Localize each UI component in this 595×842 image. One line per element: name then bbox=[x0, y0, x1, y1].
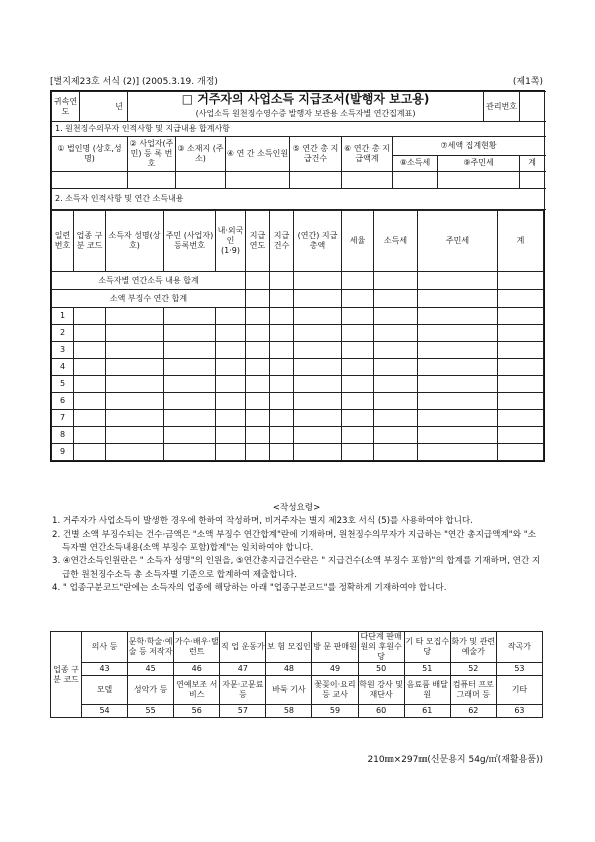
industry-name: 의사 등 bbox=[82, 632, 128, 663]
row-cell[interactable] bbox=[164, 359, 216, 376]
row-number: 6 bbox=[52, 393, 74, 410]
row-cell[interactable] bbox=[246, 359, 270, 376]
col-annual-people: ④ 연 간 소득인원 bbox=[226, 137, 290, 172]
main-form bbox=[50, 90, 545, 462]
col-total: 계 bbox=[498, 211, 544, 272]
row-cell[interactable] bbox=[74, 359, 106, 376]
row-cell[interactable] bbox=[294, 427, 342, 444]
sum-annual-cell[interactable] bbox=[294, 272, 342, 290]
industry-name: 학원 강사 및 재단사 bbox=[358, 676, 404, 705]
row-cell[interactable] bbox=[418, 444, 498, 461]
table-row bbox=[52, 410, 544, 427]
row-cell[interactable] bbox=[106, 308, 164, 325]
row-cell[interactable] bbox=[498, 444, 544, 461]
sum-annual-cell[interactable] bbox=[498, 272, 544, 290]
sum-annual-cell[interactable] bbox=[374, 272, 418, 290]
row-cell[interactable] bbox=[374, 359, 418, 376]
row-cell[interactable] bbox=[294, 444, 342, 461]
industry-code: 51 bbox=[404, 663, 450, 676]
row-cell[interactable] bbox=[374, 444, 418, 461]
col-tax-total: 계 bbox=[520, 155, 545, 171]
industry-name: 기 타 모집수당 bbox=[404, 632, 450, 663]
row-cell[interactable] bbox=[294, 342, 342, 359]
row-cell[interactable] bbox=[498, 393, 544, 410]
row-cell[interactable] bbox=[498, 427, 544, 444]
col-company-name: ① 법인명 (상호,성명) bbox=[52, 137, 128, 172]
row-cell[interactable] bbox=[342, 444, 374, 461]
row-cell[interactable] bbox=[106, 376, 164, 393]
row-cell[interactable] bbox=[498, 410, 544, 427]
industry-name: 컴퓨터 프로그래머 등 bbox=[450, 676, 496, 705]
industry-name: 모델 bbox=[82, 676, 128, 705]
industry-code: 50 bbox=[358, 663, 404, 676]
row-cell[interactable] bbox=[342, 427, 374, 444]
col-serial: 일련번호 bbox=[52, 211, 74, 272]
col-resident-tax: 주민세 bbox=[418, 211, 498, 272]
row-cell[interactable] bbox=[270, 342, 294, 359]
industry-name: 방 문 판매원 bbox=[312, 632, 358, 663]
row-cell[interactable] bbox=[216, 325, 246, 342]
industry-name: 문학·학술·예술 등 저작자 bbox=[128, 632, 174, 663]
industry-name: 보 험 모집인 bbox=[266, 632, 312, 663]
industry-name: 다단계 판매원의 후원수당 bbox=[358, 632, 404, 663]
sum-small-cell[interactable] bbox=[418, 290, 498, 308]
section2-title: 2. 소득자 인적사항 및 연간 소득내용 bbox=[52, 189, 545, 210]
industry-code: 62 bbox=[450, 705, 496, 718]
row-number: 3 bbox=[52, 342, 74, 359]
col-pay-count: 지급 건수 bbox=[270, 211, 294, 272]
manage-number-field[interactable] bbox=[520, 92, 545, 122]
table-row bbox=[52, 342, 544, 359]
industry-code: 54 bbox=[82, 705, 128, 718]
industry-name: 연예보조 서비스 bbox=[174, 676, 220, 705]
field-annual-total[interactable] bbox=[342, 172, 393, 189]
col-tax-summary: ⑦세액 집계현황 bbox=[393, 137, 545, 156]
industry-code: 53 bbox=[496, 663, 542, 676]
instruction-item: 2. 건별 소액 부징수되는 건수·금액은 "소액 부징수 연간합계"란에 기재하며, 원천징수의무자가 지급하는 "연간 총지급액계"와 "소득자별 연간소득내용(소액 부징수 포함)합계"는 일치하여야 합니다. bbox=[52, 529, 537, 553]
row-number: 7 bbox=[52, 410, 74, 427]
col-industry-code: 업종 구분 코드 bbox=[74, 211, 106, 272]
row-cell[interactable] bbox=[342, 308, 374, 325]
instructions bbox=[50, 502, 543, 595]
row-cell[interactable] bbox=[270, 308, 294, 325]
field-address[interactable] bbox=[176, 172, 226, 189]
industry-code: 55 bbox=[128, 705, 174, 718]
row-cell[interactable] bbox=[216, 359, 246, 376]
row-cell[interactable] bbox=[342, 325, 374, 342]
row-cell[interactable] bbox=[418, 376, 498, 393]
row-cell[interactable] bbox=[106, 427, 164, 444]
col-resident-tax: ⑨주민세 bbox=[438, 155, 520, 171]
row-cell[interactable] bbox=[270, 359, 294, 376]
section1-title: 1. 원천징수의무자 인적사항 및 지급내용 합계사항 bbox=[52, 122, 545, 137]
row-cell[interactable] bbox=[246, 325, 270, 342]
row-cell[interactable] bbox=[270, 325, 294, 342]
instruction-item: 1. 거주자가 사업소득이 발생한 경우에 한하여 작성하며, 비거주자는 별지 제23호 서식 (5)를 사용하여야 합니다. bbox=[52, 516, 473, 527]
industry-name: 꽃꽂이·요리 등 교사 bbox=[312, 676, 358, 705]
row-cell[interactable] bbox=[270, 444, 294, 461]
row-cell[interactable] bbox=[246, 376, 270, 393]
earner-rows bbox=[52, 308, 544, 461]
instruction-item: 3. ④연간소득인원란은 " 소득자 성명"의 인원을, ⑤연간총지급건수란은 " 지급건수(소액 부징수 포함)"의 합계를 기재하며, 연간 지급한 원천징수소득 총 소득자별 기준으로 합계하여 제출합니다. bbox=[52, 556, 541, 580]
row-cell[interactable] bbox=[418, 342, 498, 359]
industry-name: 기타 bbox=[496, 676, 542, 705]
table-row bbox=[52, 427, 544, 444]
row-cell[interactable] bbox=[74, 444, 106, 461]
col-earner-name: 소득자 성명(상호) bbox=[106, 211, 164, 272]
row-cell[interactable] bbox=[106, 325, 164, 342]
row-cell[interactable] bbox=[106, 342, 164, 359]
industry-code: 56 bbox=[174, 705, 220, 718]
industry-name: 성악가 등 bbox=[128, 676, 174, 705]
row-cell[interactable] bbox=[418, 410, 498, 427]
sum-annual-cell[interactable] bbox=[418, 272, 498, 290]
field-tax-total[interactable] bbox=[520, 172, 545, 189]
row-cell[interactable] bbox=[164, 427, 216, 444]
industry-name: 자문·고문료 등 bbox=[220, 676, 266, 705]
industry-code: 47 bbox=[220, 663, 266, 676]
form-title: □ 거주자의 사업소득 지급조서(발행자 보고용) bbox=[128, 92, 484, 108]
row-cell[interactable] bbox=[374, 308, 418, 325]
row-cell[interactable] bbox=[342, 359, 374, 376]
row-number: 1 bbox=[52, 308, 74, 325]
field-annual-count[interactable] bbox=[290, 172, 342, 189]
industry-code: 52 bbox=[450, 663, 496, 676]
col-address: ③ 소재지 (주 소) bbox=[176, 137, 226, 172]
row-cell[interactable] bbox=[498, 359, 544, 376]
row-cell[interactable] bbox=[270, 410, 294, 427]
industry-code: 57 bbox=[220, 705, 266, 718]
sum-annual-cell[interactable] bbox=[342, 272, 374, 290]
instructions-title: <작성요령> bbox=[272, 503, 321, 513]
field-income-tax[interactable] bbox=[393, 172, 438, 189]
table-row bbox=[52, 393, 544, 410]
industry-code-table bbox=[50, 631, 543, 718]
industry-code: 48 bbox=[266, 663, 312, 676]
row-cell[interactable] bbox=[498, 342, 544, 359]
industry-code: 61 bbox=[404, 705, 450, 718]
table-row bbox=[52, 444, 544, 461]
row-cell[interactable] bbox=[216, 393, 246, 410]
row-cell[interactable] bbox=[374, 410, 418, 427]
field-business-number[interactable] bbox=[128, 172, 176, 189]
row-cell[interactable] bbox=[418, 427, 498, 444]
industry-name: 화가 및 관련 예술가 bbox=[450, 632, 496, 663]
industry-name: 가수·배우·탤런트 bbox=[174, 632, 220, 663]
instruction-item: 4. " 업종구분코드"란에는 소득자의 업종에 해당하는 아래 "업종구분코드"를 정확하게 기재하여야 합니다. bbox=[52, 582, 447, 593]
table-row bbox=[52, 325, 544, 342]
row-cell[interactable] bbox=[294, 393, 342, 410]
year-field[interactable]: 년 bbox=[80, 92, 128, 122]
col-annual-total: ⑥ 연간 총 지급액계 bbox=[342, 137, 393, 172]
row-cell[interactable] bbox=[74, 308, 106, 325]
col-income-tax: ⑧소득세 bbox=[393, 155, 438, 171]
row-cell[interactable] bbox=[270, 393, 294, 410]
row-cell[interactable] bbox=[498, 308, 544, 325]
industry-code: 59 bbox=[312, 705, 358, 718]
industry-name: 직 업 운동가 bbox=[220, 632, 266, 663]
col-tax-rate: 세율 bbox=[342, 211, 374, 272]
sum-small-cell[interactable] bbox=[270, 290, 294, 308]
row-cell[interactable] bbox=[294, 308, 342, 325]
row-cell[interactable] bbox=[216, 308, 246, 325]
row-cell[interactable] bbox=[74, 376, 106, 393]
row-cell[interactable] bbox=[164, 393, 216, 410]
row-cell[interactable] bbox=[294, 325, 342, 342]
row-cell[interactable] bbox=[418, 308, 498, 325]
row-number: 2 bbox=[52, 325, 74, 342]
row-cell[interactable] bbox=[74, 410, 106, 427]
row-cell[interactable] bbox=[106, 359, 164, 376]
table-row bbox=[52, 308, 544, 325]
row-cell[interactable] bbox=[294, 410, 342, 427]
industry-code: 46 bbox=[174, 663, 220, 676]
col-nationality: 내·외국인 (1·9) bbox=[216, 211, 246, 272]
row-cell[interactable] bbox=[164, 325, 216, 342]
row-cell[interactable] bbox=[270, 427, 294, 444]
row-cell[interactable] bbox=[164, 444, 216, 461]
row-cell[interactable] bbox=[246, 308, 270, 325]
row-cell[interactable] bbox=[216, 444, 246, 461]
page-label: (제1쪽) bbox=[512, 77, 543, 87]
sum-annual-cell[interactable] bbox=[270, 272, 294, 290]
industry-name: 음료품 배달원 bbox=[404, 676, 450, 705]
income-table bbox=[51, 210, 544, 461]
col-income-tax: 소득세 bbox=[374, 211, 418, 272]
row-cell[interactable] bbox=[216, 410, 246, 427]
row-cell[interactable] bbox=[498, 376, 544, 393]
row-number: 8 bbox=[52, 427, 74, 444]
sum-annual-cell[interactable] bbox=[246, 272, 270, 290]
row-cell[interactable] bbox=[498, 325, 544, 342]
row-cell[interactable] bbox=[164, 308, 216, 325]
row-cell[interactable] bbox=[418, 393, 498, 410]
sum-annual-label: 소득자별 연간소득 내용 합계 bbox=[52, 272, 246, 290]
row-cell[interactable] bbox=[106, 393, 164, 410]
form-subtitle: (사업소득 원천징수영수증 발행자 보관용 소득자별 연간집계표) bbox=[128, 107, 484, 122]
table-row bbox=[52, 376, 544, 393]
row-cell[interactable] bbox=[342, 376, 374, 393]
sum-small-cell[interactable] bbox=[246, 290, 270, 308]
sum-small-cell[interactable] bbox=[294, 290, 342, 308]
sum-small-label: 소액 부징수 연간 합계 bbox=[52, 290, 246, 308]
row-cell[interactable] bbox=[246, 444, 270, 461]
row-cell[interactable] bbox=[246, 410, 270, 427]
row-cell[interactable] bbox=[374, 393, 418, 410]
row-cell[interactable] bbox=[216, 376, 246, 393]
row-cell[interactable] bbox=[106, 444, 164, 461]
row-cell[interactable] bbox=[246, 427, 270, 444]
row-cell[interactable] bbox=[216, 427, 246, 444]
year-label: 귀속연도 bbox=[52, 92, 80, 122]
paper-spec: 210㎜×297㎜(신문용지 54g/㎡(재활용품)) bbox=[367, 755, 543, 765]
row-number: 9 bbox=[52, 444, 74, 461]
col-annual-count: ⑤ 연간 총 지급건수 bbox=[290, 137, 342, 172]
row-cell[interactable] bbox=[106, 410, 164, 427]
row-cell[interactable] bbox=[342, 393, 374, 410]
field-resident-tax[interactable] bbox=[438, 172, 520, 189]
row-cell[interactable] bbox=[74, 325, 106, 342]
col-pay-year: 지급 연도 bbox=[246, 211, 270, 272]
col-registration-number: 주민 (사업자) 등록번호 bbox=[164, 211, 216, 272]
col-business-number: ② 사업자(주 민) 등 록 번 호 bbox=[128, 137, 176, 172]
row-number: 5 bbox=[52, 376, 74, 393]
sum-small-cell[interactable] bbox=[498, 290, 544, 308]
row-cell[interactable] bbox=[164, 410, 216, 427]
row-number: 4 bbox=[52, 359, 74, 376]
industry-name: 바둑 기사 bbox=[266, 676, 312, 705]
manage-label: 관리번호 bbox=[484, 92, 520, 122]
row-cell[interactable] bbox=[294, 359, 342, 376]
row-cell[interactable] bbox=[418, 325, 498, 342]
row-cell[interactable] bbox=[164, 342, 216, 359]
industry-code: 63 bbox=[496, 705, 542, 718]
row-cell[interactable] bbox=[294, 376, 342, 393]
row-cell[interactable] bbox=[374, 376, 418, 393]
sum-small-cell[interactable] bbox=[374, 290, 418, 308]
col-pay-total: (연간) 지급총액 bbox=[294, 211, 342, 272]
row-cell[interactable] bbox=[418, 359, 498, 376]
header-table bbox=[51, 91, 545, 210]
row-cell[interactable] bbox=[374, 325, 418, 342]
industry-code: 43 bbox=[82, 663, 128, 676]
row-cell[interactable] bbox=[74, 342, 106, 359]
row-cell[interactable] bbox=[246, 342, 270, 359]
industry-code: 58 bbox=[266, 705, 312, 718]
row-cell[interactable] bbox=[74, 393, 106, 410]
table-row bbox=[52, 359, 544, 376]
industry-code: 49 bbox=[312, 663, 358, 676]
row-cell[interactable] bbox=[374, 342, 418, 359]
row-cell[interactable] bbox=[246, 393, 270, 410]
row-cell[interactable] bbox=[164, 376, 216, 393]
sum-small-cell[interactable] bbox=[342, 290, 374, 308]
row-cell[interactable] bbox=[342, 410, 374, 427]
row-cell[interactable] bbox=[374, 427, 418, 444]
code-label: 업종 구분 코드 bbox=[51, 632, 82, 718]
field-annual-people[interactable] bbox=[226, 172, 290, 189]
industry-code: 45 bbox=[128, 663, 174, 676]
field-company-name[interactable] bbox=[52, 172, 128, 189]
row-cell[interactable] bbox=[270, 376, 294, 393]
row-cell[interactable] bbox=[216, 342, 246, 359]
form-label: [별지제23호 서식 (2)] (2005.3.19. 개정) bbox=[50, 77, 218, 87]
row-cell[interactable] bbox=[342, 342, 374, 359]
industry-code: 60 bbox=[358, 705, 404, 718]
industry-name: 작곡가 bbox=[496, 632, 542, 663]
row-cell[interactable] bbox=[74, 427, 106, 444]
